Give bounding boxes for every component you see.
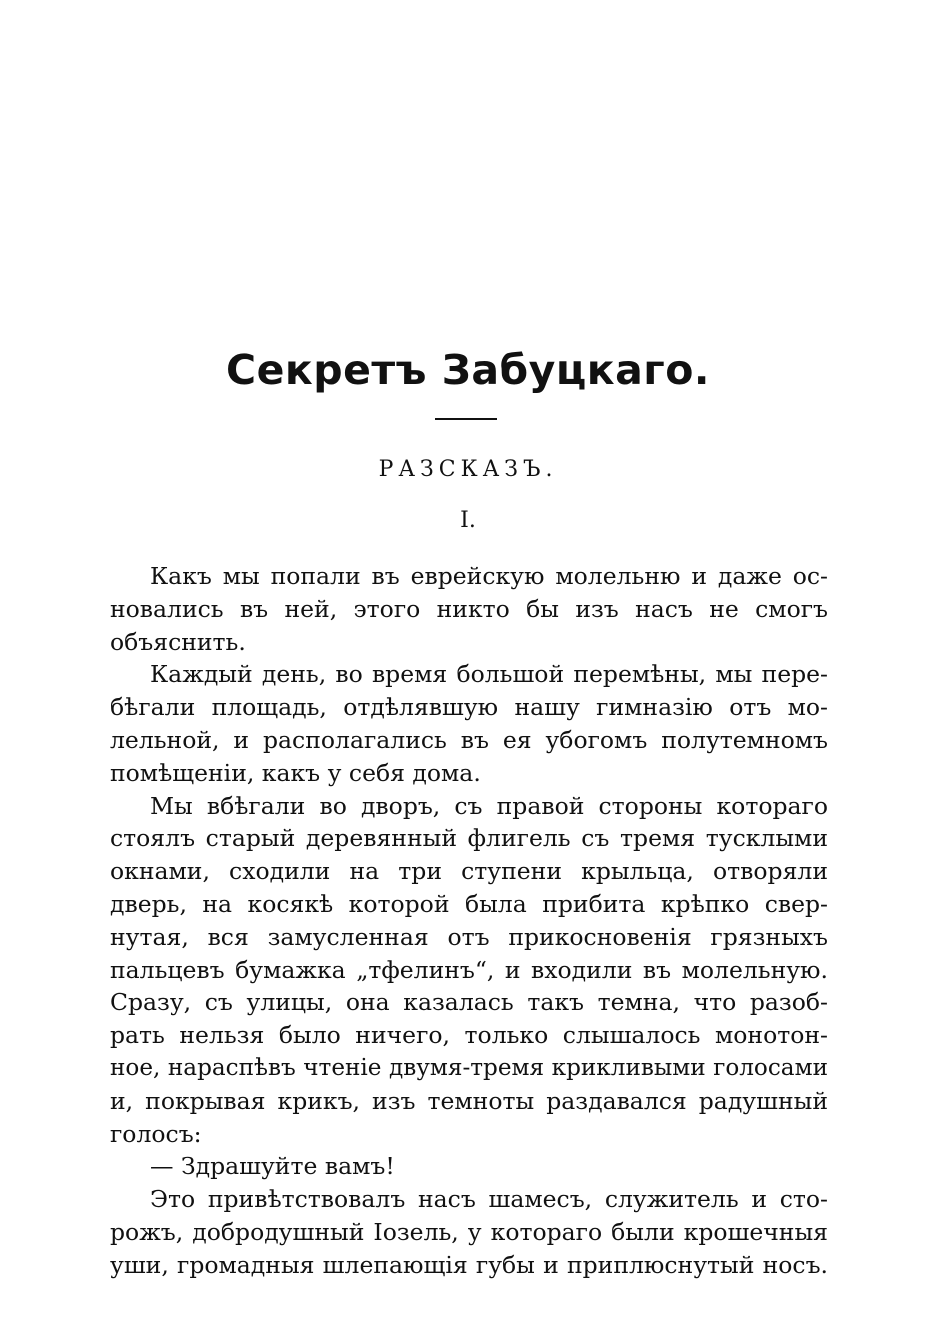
- text-line: Сразу, съ улицы, она казалась такъ темна, что разоб-: [110, 988, 828, 1017]
- text-line: рать нельзя было ничего, только слышалось монотон-: [110, 1021, 828, 1050]
- text-line: ное, нараспѣвъ чтеніе двумя-тремя крикливыми голосами: [110, 1054, 828, 1081]
- text-line: стоялъ старый деревянный флигель съ тремя тусклыми: [110, 824, 828, 853]
- text-line: новались въ ней, этого никто бы изъ насъ не смогъ: [110, 594, 828, 623]
- text-line: Это привѣтствовалъ насъ шамесъ, служитель и сто-: [150, 1185, 828, 1214]
- text-line: уши, громадныя шлепающія губы и приплюснутый носъ.: [110, 1250, 828, 1279]
- text-line: нутая, вся замусленная отъ прикосновенія грязныхъ: [110, 922, 828, 951]
- text-line: и, покрывая крикъ, изъ темноты раздавался радушный: [110, 1086, 828, 1115]
- text-line: бѣгали площадь, отдѣлявшую нашу гимназію отъ мо-: [110, 693, 828, 722]
- text-line: рожъ, добродушный Іозель, у котораго были крошечныя: [110, 1217, 828, 1246]
- text-line: лельной, и располагались въ ея убогомъ полутемномъ: [110, 725, 828, 754]
- text-line: голосъ:: [110, 1119, 202, 1148]
- text-line: помѣщеніи, какъ у себя дома.: [110, 758, 481, 787]
- text-line: пальцевъ бумажка „тфелинъ“, и входили въ молельную.: [110, 955, 828, 984]
- text-line: дверь, на косякѣ которой была прибита крѣпко свер-: [110, 889, 828, 918]
- text-line: Мы вбѣгали во дворъ, съ правой стороны котораго: [150, 791, 828, 820]
- text-line: окнами, сходили на три ступени крыльца, отворяли: [110, 857, 828, 886]
- text-line: объяснить.: [110, 627, 246, 656]
- story-title: Секретъ Забуцкаго.: [226, 346, 710, 394]
- text-line: Какъ мы попали въ еврейскую молельню и даже ос-: [150, 562, 828, 590]
- story-subtitle: РАЗСКАЗЪ.: [378, 457, 558, 482]
- story-body: [110, 560, 828, 1282]
- text-line: Каждый день, во время большой перемѣны, мы пере-: [150, 660, 828, 689]
- text-line: — Здрашуйте вамъ!: [150, 1152, 395, 1181]
- chapter-number: I.: [460, 508, 476, 533]
- title-divider: [435, 418, 497, 420]
